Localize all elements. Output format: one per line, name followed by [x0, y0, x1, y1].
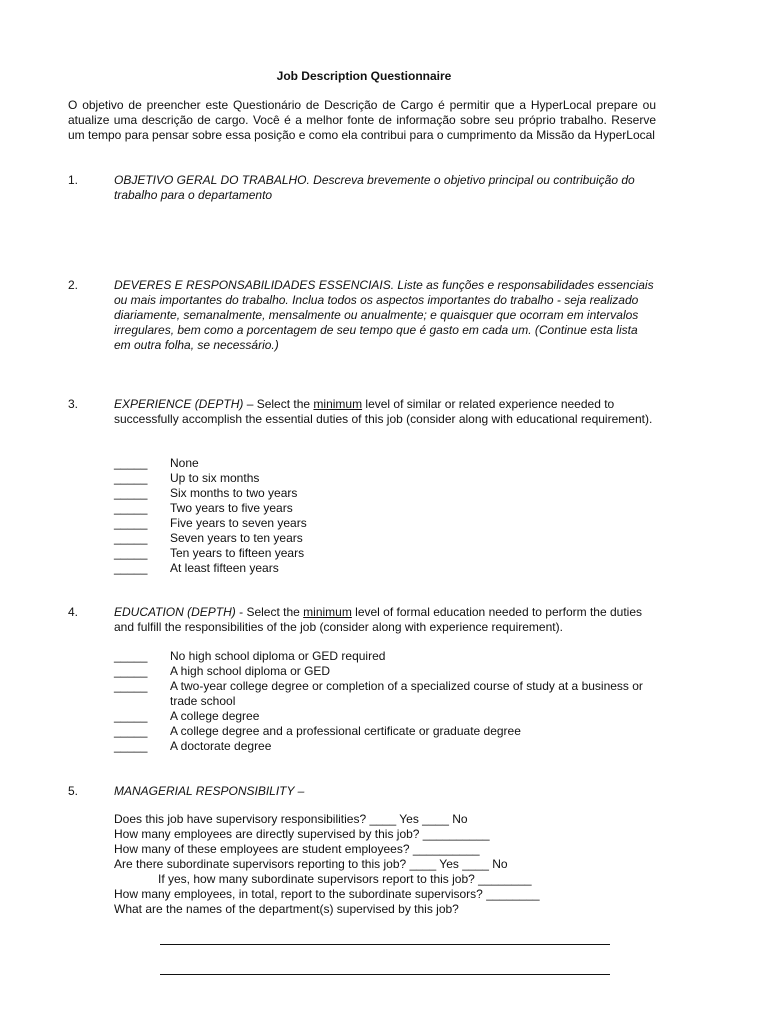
- section-1-text: OBJETIVO GERAL DO TRABALHO. Descreva brevemente o objetivo principal ou contribuição do trabalho para o departamento: [114, 173, 635, 202]
- option-blank: _____: [114, 456, 148, 470]
- experience-option[interactable]: [114, 456, 654, 471]
- section-3-text: [114, 397, 654, 427]
- document-title: Job Description Questionnaire: [276, 69, 452, 83]
- education-option[interactable]: [114, 649, 654, 664]
- option-label: No high school diploma or GED required: [170, 649, 386, 663]
- section-3-post: level of similar or related experience needed to successfully accomplish the essential duties of this job (consider along with educational requirement).: [114, 397, 653, 426]
- answer-line[interactable]: [160, 974, 610, 975]
- answer-line[interactable]: [160, 944, 610, 945]
- subordinate-count-question[interactable]: If yes, how many subordinate supervisors report to this job? ________: [158, 872, 532, 886]
- option-label: A two-year college degree or completion of a specialized course of study at a business or trade school: [170, 679, 643, 708]
- option-blank: _____: [114, 531, 148, 545]
- experience-option[interactable]: [114, 516, 654, 531]
- option-label: At least fifteen years: [170, 561, 279, 575]
- experience-option[interactable]: [114, 531, 654, 546]
- education-option[interactable]: [114, 664, 654, 679]
- supervisory-question[interactable]: Does this job have supervisory responsibilities? ____ Yes ____ No: [114, 812, 468, 826]
- option-blank: _____: [114, 516, 148, 530]
- experience-options: [114, 456, 654, 576]
- education-option[interactable]: [114, 679, 654, 709]
- option-label: A college degree and a professional certificate or graduate degree: [170, 724, 521, 738]
- intro-paragraph: O objetivo de preencher este Questionário de Descrição de Cargo é permitir que a HyperLocal prepare ou atualize uma descrição de cargo. Você é a melhor fonte de informação sobre seu próprio trabalho. Reserve um tempo para pensar sobre essa posição e como ela contribui para o cumprimento da Missão da HyperLocal: [68, 98, 656, 142]
- student-employees-question[interactable]: How many of these employees are student employees? __________: [114, 842, 480, 856]
- section-5-heading: MANAGERIAL RESPONSIBILITY –: [114, 784, 305, 798]
- option-blank: _____: [114, 664, 148, 678]
- section-4-pre: - Select the: [235, 605, 304, 619]
- option-label: None: [170, 456, 199, 470]
- section-2-text: DEVERES E RESPONSABILIDADES ESSENCIAIS. Liste as funções e responsabilidades essenciais ou mais importantes do trabalho. Inclua todos os aspectos importantes do trabalho - seja realizado diariamente, semanalmente, mensalmente ou anualmente; e quaisquer que ocorram em intervalos irregulares, bem como a porcentagem de seu tempo que é gasto em cada um. (Continue esta lista em outra folha, se necessário.): [114, 278, 654, 352]
- section-4-minimum: minimum: [303, 605, 352, 619]
- option-blank: _____: [114, 486, 148, 500]
- option-blank: _____: [114, 724, 148, 738]
- education-options: [114, 649, 654, 754]
- section-3-minimum: minimum: [313, 397, 363, 411]
- section-1-number: 1.: [68, 173, 79, 187]
- experience-option[interactable]: [114, 486, 654, 501]
- section-3-heading: EXPERIENCE (DEPTH): [114, 397, 244, 411]
- option-blank: _____: [114, 561, 148, 575]
- experience-option[interactable]: [114, 501, 654, 516]
- section-4-heading: EDUCATION (DEPTH): [114, 605, 236, 619]
- experience-option[interactable]: [114, 471, 654, 486]
- option-label: Six months to two years: [170, 486, 298, 500]
- education-option[interactable]: [114, 724, 654, 739]
- section-4-text: [114, 605, 654, 635]
- option-label: A doctorate degree: [170, 739, 272, 753]
- department-names-question: What are the names of the department(s) supervised by this job?: [114, 902, 459, 916]
- option-label: A college degree: [170, 709, 260, 723]
- section-2-number: 2.: [68, 278, 79, 292]
- option-blank: _____: [114, 739, 148, 753]
- option-blank: _____: [114, 679, 148, 693]
- section-4-post: level of formal education needed to perform the duties and fulfill the responsibilities of the job (consider along with experience requirement).: [114, 605, 643, 634]
- section-3-pre: – Select the: [243, 397, 314, 411]
- experience-option[interactable]: [114, 561, 654, 576]
- option-label: Two years to five years: [170, 501, 293, 515]
- option-blank: _____: [114, 471, 148, 485]
- managerial-questions: [114, 812, 654, 917]
- section-3-number: 3.: [68, 397, 79, 411]
- option-blank: _____: [114, 546, 148, 560]
- section-5-number: 5.: [68, 784, 79, 798]
- option-label: Up to six months: [170, 471, 260, 485]
- education-option[interactable]: [114, 739, 654, 754]
- section-4-number: 4.: [68, 605, 79, 619]
- option-blank: _____: [114, 501, 148, 515]
- option-blank: _____: [114, 709, 148, 723]
- option-label: Ten years to fifteen years: [170, 546, 305, 560]
- experience-option[interactable]: [114, 546, 654, 561]
- direct-reports-question[interactable]: How many employees are directly supervised by this job? __________: [114, 827, 490, 841]
- option-label: A high school diploma or GED: [170, 664, 331, 678]
- option-label: Five years to seven years: [170, 516, 307, 530]
- total-reports-question[interactable]: How many employees, in total, report to the subordinate supervisors? ________: [114, 887, 540, 901]
- option-blank: _____: [114, 649, 148, 663]
- subordinate-supervisors-question[interactable]: Are there subordinate supervisors reporting to this job? ____ Yes ____ No: [114, 857, 508, 871]
- option-label: Seven years to ten years: [170, 531, 303, 545]
- education-option[interactable]: [114, 709, 654, 724]
